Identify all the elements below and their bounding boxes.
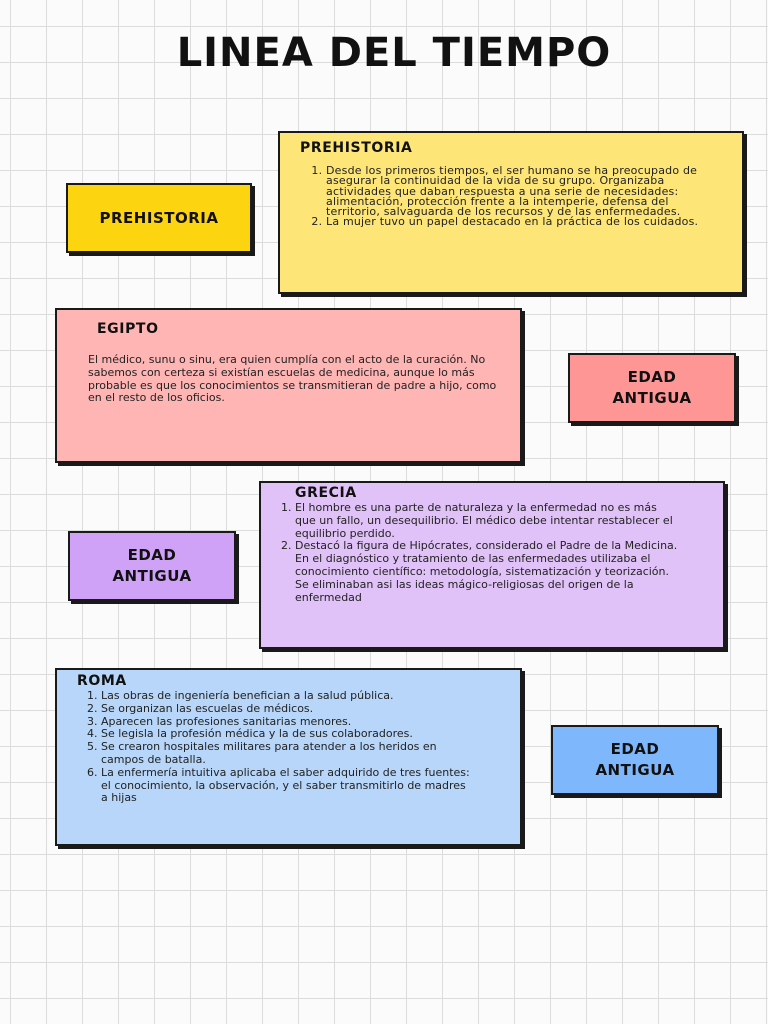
grecia-tag-line1: EDAD <box>127 546 177 564</box>
roma-list <box>71 690 476 805</box>
list-item: 5. Se crearon hospitales militares para atender a los heridos en campos de batalla. <box>101 741 476 767</box>
roma-tag-line2: ANTIGUA <box>595 761 675 779</box>
list-item: 3. Aparecen las profesiones sanitarias menores. <box>101 716 476 729</box>
roma-tag <box>551 725 719 795</box>
grecia-card <box>259 481 725 649</box>
list-item: 6. La enfermería intuitiva aplicaba el saber adquirido de tres fuentes: el conocimiento, la observación, y el saber transmitirlo de madres a hijas <box>101 767 476 805</box>
roma-tag-line1: EDAD <box>610 740 660 758</box>
roma-card-title: ROMA <box>77 673 127 689</box>
grecia-card-title: GRECIA <box>295 485 357 501</box>
list-item: 4. Se legisla la profesión médica y la de sus colaboradores. <box>101 728 476 741</box>
egipto-card-title: EGIPTO <box>97 321 159 337</box>
prehistoria-list <box>296 166 716 228</box>
page-title: LINEA DEL TIEMPO <box>176 30 612 76</box>
grecia-tag-line2: ANTIGUA <box>112 567 192 585</box>
prehistoria-tag <box>66 183 252 253</box>
grecia-tag <box>68 531 236 601</box>
egipto-text-block <box>88 354 498 405</box>
roma-card <box>55 668 522 846</box>
prehistoria-tag-label: PREHISTORIA <box>99 208 219 227</box>
prehistoria-card <box>278 131 744 294</box>
list-item: 2. Destacó la figura de Hipócrates, considerado el Padre de la Medicina. En el diagnóstico y tratamiento de las enfermedades utilizaba el conocimiento científico: metodología, sistematización y teorización. Se eliminaban asi las ideas mágico-religiosas del origen de la enfermedad <box>295 540 680 604</box>
list-item: 2. La mujer tuvo un papel destacado en la práctica de los cuidados. <box>326 217 716 227</box>
egipto-tag-line2: ANTIGUA <box>612 389 692 407</box>
egipto-tag <box>568 353 736 423</box>
egipto-card <box>55 308 522 463</box>
list-item: 2. Se organizan las escuelas de médicos. <box>101 703 476 716</box>
grecia-list <box>265 502 680 604</box>
list-item: 1. Desde los primeros tiempos, el ser humano se ha preocupado de asegurar la continuidad de la vida de su grupo. Organizaba actividades que daban respuesta a una serie de necesidades: alimentación, protección frente a la intemperie, defensa del territorio, salvaguarda de los recursos y de las enfermedades. <box>326 166 716 217</box>
prehistoria-card-title: PREHISTORIA <box>300 140 413 156</box>
egipto-tag-line1: EDAD <box>627 368 677 386</box>
list-item: 1. Las obras de ingeniería benefician a la salud pública. <box>101 690 476 703</box>
egipto-text: El médico, sunu o sinu, era quien cumplía con el acto de la curación. No sabemos con certeza si existían escuelas de medicina, aunque lo más probable es que los conocimientos se transmitieran de padre a hijo, como en el resto de los oficios. <box>88 353 497 405</box>
list-item: 1. El hombre es una parte de naturaleza y la enfermedad no es más que un fallo, un desequilibrio. El médico debe intentar restablecer el equilibrio perdido. <box>295 502 680 540</box>
